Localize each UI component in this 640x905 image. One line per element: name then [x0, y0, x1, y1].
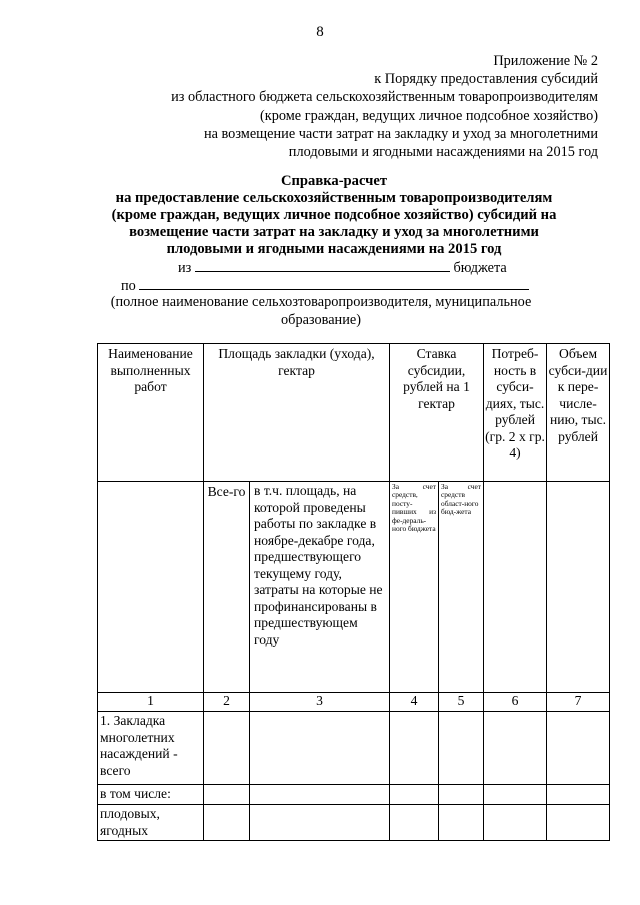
table-cell[interactable]	[547, 712, 610, 785]
subheader-area-detail: в т.ч. площадь, на которой проведены работы по закладке в ноябре-декабре года, предшествующего текущему году, затраты на которые не профинансированы в предшествующем году	[250, 482, 390, 693]
row-label: плодовых, ягодных	[98, 805, 204, 841]
table-cell[interactable]	[390, 785, 439, 805]
title-line: (кроме граждан, ведущих личное подсобное хозяйство) субсидий на	[111, 207, 557, 223]
table-row	[98, 805, 610, 841]
table-cell[interactable]	[439, 785, 484, 805]
appendix-line: из областного бюджета сельскохозяйственным товаропроизводителям	[171, 89, 598, 106]
table-cell[interactable]	[390, 712, 439, 785]
title-line: на предоставление сельскохозяйственным товаропроизводителям	[115, 190, 553, 206]
table-cell[interactable]	[484, 785, 547, 805]
table-cell[interactable]	[250, 785, 390, 805]
row-label: 1. Закладка многолетних насаждений - всего	[98, 712, 204, 785]
budget-source-suffix: бюджета	[453, 260, 507, 276]
column-number: 3	[250, 693, 390, 712]
budget-source-blank[interactable]	[195, 259, 450, 272]
column-numbers-row	[98, 693, 610, 712]
table-cell[interactable]	[204, 712, 250, 785]
row-label: в том числе:	[98, 785, 204, 805]
subheader-total: Все-го	[204, 482, 250, 693]
appendix-line: плодовыми и ягодными насаждениями на 2015 год	[288, 144, 598, 161]
table-cell[interactable]	[439, 712, 484, 785]
title-line: плодовыми и ягодными насаждениями на 2015 год	[166, 241, 502, 257]
table-cell[interactable]	[547, 785, 610, 805]
table-cell[interactable]	[204, 805, 250, 841]
table-cell[interactable]	[547, 805, 610, 841]
subsidy-table	[97, 343, 610, 841]
column-number: 7	[547, 693, 610, 712]
appendix-line: на возмещение части затрат на закладку и уход за многолетними	[203, 125, 598, 142]
subheader-federal: За счет средств, посту-пивших из фе-дераль-ного бюджета	[390, 482, 439, 693]
recipient-prefix: по	[121, 278, 136, 294]
title-line: Справка-расчет	[280, 173, 388, 189]
recipient-note: (полное наименование сельхозтоваропроизводителя, муниципальное образование)	[110, 294, 532, 328]
appendix-header	[171, 52, 598, 161]
title-line: возмещение части затрат на закладку и уход за многолетними	[129, 224, 539, 240]
appendix-line: к Порядку предоставления субсидий	[374, 71, 598, 88]
table-cell[interactable]	[439, 805, 484, 841]
budget-source-prefix: из	[178, 260, 192, 276]
table-cell[interactable]	[204, 785, 250, 805]
appendix-line: Приложение № 2	[493, 53, 598, 69]
header-volume: Объем субси-дии к пере-числе-нию, тыс. рублей	[547, 344, 610, 482]
column-number: 5	[439, 693, 484, 712]
recipient-blank[interactable]	[139, 277, 529, 290]
table-cell[interactable]	[390, 805, 439, 841]
column-number: 4	[390, 693, 439, 712]
column-number: 1	[98, 693, 204, 712]
table-row	[98, 712, 610, 785]
header-works: Наименование выполненных работ	[98, 344, 204, 482]
budget-source-line	[178, 259, 507, 277]
header-need-cont	[484, 482, 547, 693]
header-rate: Ставка субсидии, рублей на 1 гектар	[390, 344, 484, 482]
page-number: 8	[316, 24, 324, 40]
column-number: 6	[484, 693, 547, 712]
table-cell[interactable]	[484, 805, 547, 841]
header-need: Потреб-ность в субси-диях, тыс. рублей (гр. 2 х гр. 4)	[484, 344, 547, 482]
subheader-regional: За счет средств област-ного бюд-жета	[439, 482, 484, 693]
table-row	[98, 785, 610, 805]
header-works-cont	[98, 482, 204, 693]
appendix-line: (кроме граждан, ведущих личное подсобное хозяйство)	[260, 107, 598, 124]
table-cell[interactable]	[250, 712, 390, 785]
table-cell[interactable]	[250, 805, 390, 841]
header-area: Площадь закладки (ухода), гектар	[204, 344, 390, 482]
document-title	[60, 173, 608, 258]
header-volume-cont	[547, 482, 610, 693]
table-cell[interactable]	[484, 712, 547, 785]
column-number: 2	[204, 693, 250, 712]
